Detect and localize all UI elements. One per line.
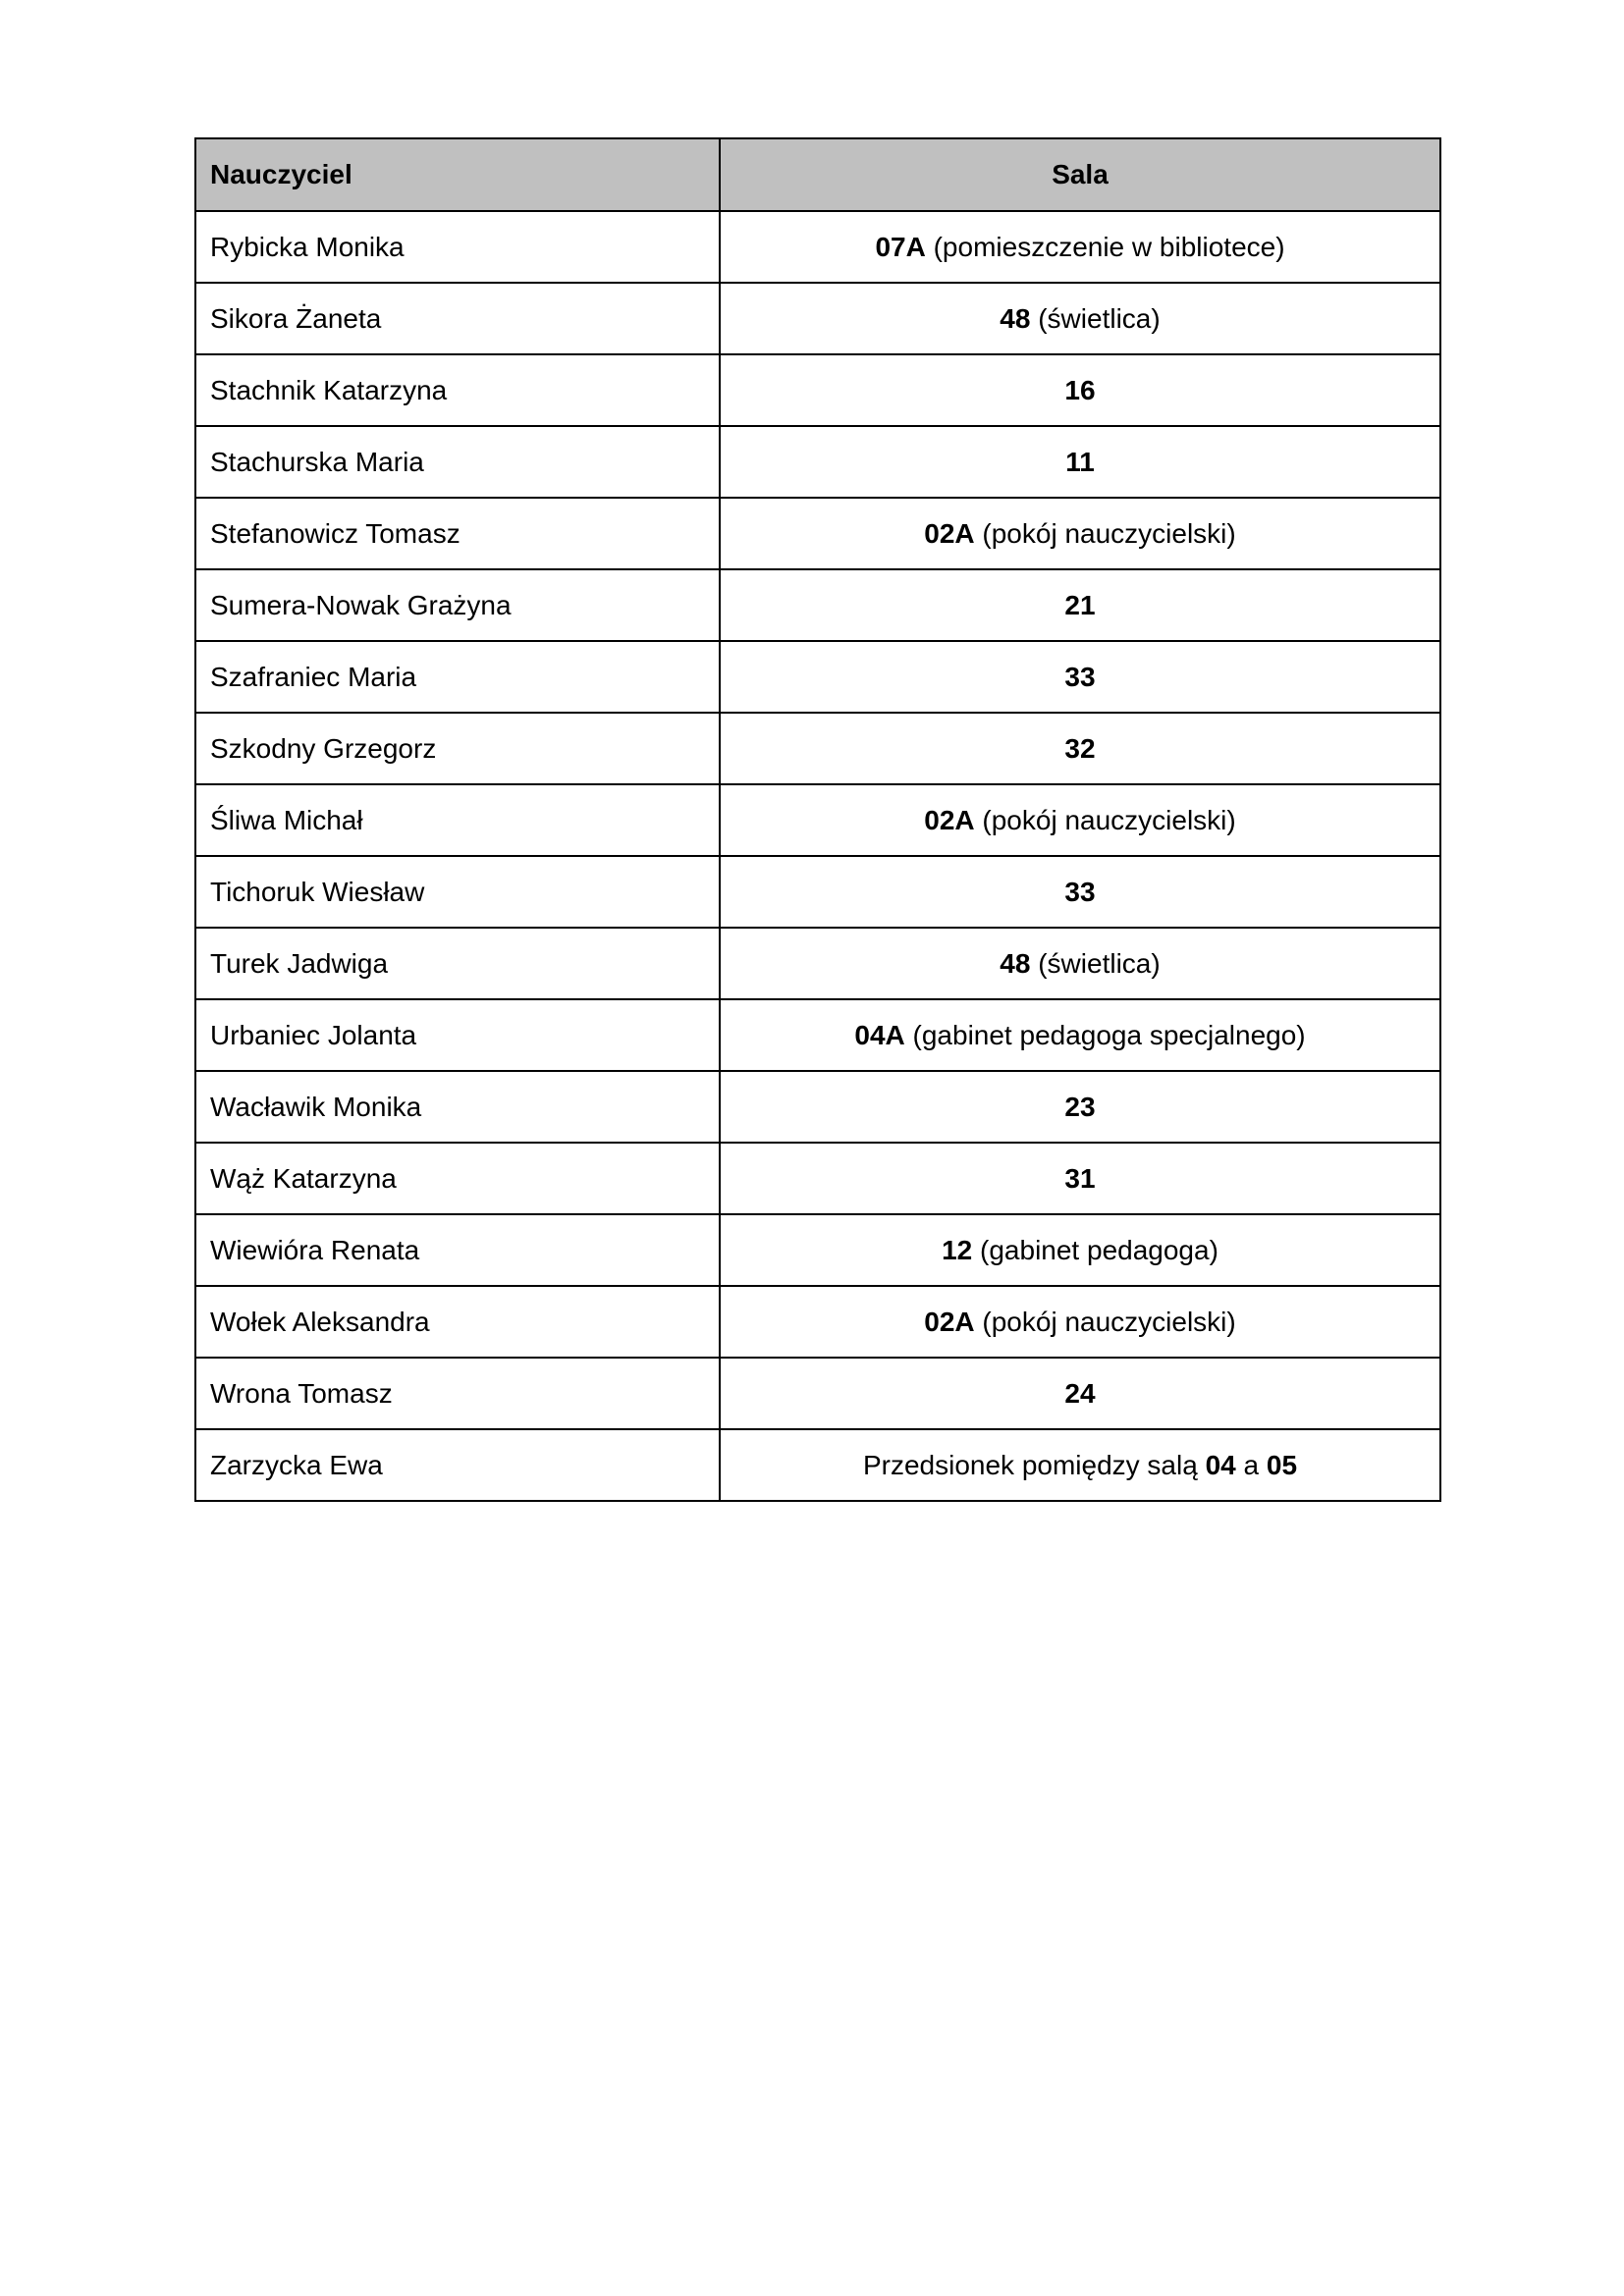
table-body bbox=[195, 211, 1440, 1501]
room-cell bbox=[720, 1429, 1440, 1501]
room-cell bbox=[720, 784, 1440, 856]
room-description: (gabinet pedagoga) bbox=[972, 1234, 1218, 1265]
table-row bbox=[195, 211, 1440, 283]
room-number: 33 bbox=[1064, 876, 1096, 907]
table-row bbox=[195, 569, 1440, 641]
room-cell bbox=[720, 1143, 1440, 1214]
room-cell bbox=[720, 283, 1440, 354]
room-description: a bbox=[1235, 1449, 1267, 1480]
table-row bbox=[195, 1429, 1440, 1501]
table-row bbox=[195, 498, 1440, 569]
room-number: 31 bbox=[1064, 1162, 1096, 1194]
teacher-name: Szafraniec Maria bbox=[195, 641, 720, 713]
room-cell bbox=[720, 354, 1440, 426]
room-number: 33 bbox=[1064, 661, 1096, 692]
table-row bbox=[195, 856, 1440, 928]
room-description: (świetlica) bbox=[1030, 302, 1161, 334]
room-cell bbox=[720, 569, 1440, 641]
header-row bbox=[195, 138, 1440, 211]
table-row bbox=[195, 928, 1440, 999]
room-cell bbox=[720, 211, 1440, 283]
room-number: 05 bbox=[1266, 1449, 1298, 1480]
room-number: 02A bbox=[924, 517, 975, 549]
room-number: 48 bbox=[1000, 947, 1031, 979]
room-number: 16 bbox=[1064, 374, 1096, 405]
room-number: 11 bbox=[1065, 446, 1095, 477]
teacher-name: Szkodny Grzegorz bbox=[195, 713, 720, 784]
teacher-room-table bbox=[194, 137, 1441, 1502]
teacher-name: Wiewióra Renata bbox=[195, 1214, 720, 1286]
room-cell bbox=[720, 856, 1440, 928]
room-number: 04A bbox=[854, 1019, 905, 1050]
header-room: Sala bbox=[720, 138, 1440, 211]
teacher-name: Rybicka Monika bbox=[195, 211, 720, 283]
teacher-name: Urbaniec Jolanta bbox=[195, 999, 720, 1071]
room-description: (pokój nauczycielski) bbox=[974, 1306, 1236, 1337]
room-number: 12 bbox=[942, 1234, 973, 1265]
teacher-name: Wacławik Monika bbox=[195, 1071, 720, 1143]
table-row bbox=[195, 1214, 1440, 1286]
table-header bbox=[195, 138, 1440, 211]
room-description: (gabinet pedagoga specjalnego) bbox=[904, 1019, 1306, 1050]
room-number: 07A bbox=[875, 231, 926, 262]
room-number: 48 bbox=[1000, 302, 1031, 334]
teacher-name: Wąż Katarzyna bbox=[195, 1143, 720, 1214]
room-cell bbox=[720, 426, 1440, 498]
teacher-name: Stachurska Maria bbox=[195, 426, 720, 498]
table-row bbox=[195, 426, 1440, 498]
teacher-name: Stefanowicz Tomasz bbox=[195, 498, 720, 569]
room-cell bbox=[720, 641, 1440, 713]
room-description: (pomieszczenie w bibliotece) bbox=[925, 231, 1285, 262]
room-cell bbox=[720, 1358, 1440, 1429]
room-number: 21 bbox=[1064, 589, 1096, 620]
room-number: 02A bbox=[924, 804, 975, 835]
table-row bbox=[195, 641, 1440, 713]
teacher-name: Turek Jadwiga bbox=[195, 928, 720, 999]
room-number: 02A bbox=[924, 1306, 975, 1337]
header-teacher: Nauczyciel bbox=[195, 138, 720, 211]
table-row bbox=[195, 1143, 1440, 1214]
teacher-name: Tichoruk Wiesław bbox=[195, 856, 720, 928]
table-row bbox=[195, 1286, 1440, 1358]
room-description: (pokój nauczycielski) bbox=[974, 517, 1236, 549]
table-row bbox=[195, 283, 1440, 354]
room-cell bbox=[720, 713, 1440, 784]
room-cell bbox=[720, 498, 1440, 569]
room-cell bbox=[720, 1071, 1440, 1143]
teacher-name: Zarzycka Ewa bbox=[195, 1429, 720, 1501]
table-row bbox=[195, 1358, 1440, 1429]
teacher-name: Wołek Aleksandra bbox=[195, 1286, 720, 1358]
room-cell bbox=[720, 928, 1440, 999]
room-cell bbox=[720, 1214, 1440, 1286]
teacher-name: Wrona Tomasz bbox=[195, 1358, 720, 1429]
room-number: 32 bbox=[1064, 732, 1096, 764]
table-row bbox=[195, 1071, 1440, 1143]
table-row bbox=[195, 354, 1440, 426]
table-row bbox=[195, 784, 1440, 856]
teacher-name: Sumera-Nowak Grażyna bbox=[195, 569, 720, 641]
room-description: (pokój nauczycielski) bbox=[974, 804, 1236, 835]
room-number: 04 bbox=[1205, 1449, 1236, 1480]
room-number: 23 bbox=[1064, 1091, 1096, 1122]
teacher-name: Śliwa Michał bbox=[195, 784, 720, 856]
teacher-name: Sikora Żaneta bbox=[195, 283, 720, 354]
room-description: (świetlica) bbox=[1030, 947, 1161, 979]
room-description: Przedsionek pomiędzy salą bbox=[862, 1449, 1206, 1480]
teacher-name: Stachnik Katarzyna bbox=[195, 354, 720, 426]
table-row bbox=[195, 999, 1440, 1071]
room-number: 24 bbox=[1064, 1377, 1096, 1409]
room-cell bbox=[720, 1286, 1440, 1358]
room-cell bbox=[720, 999, 1440, 1071]
table-row bbox=[195, 713, 1440, 784]
